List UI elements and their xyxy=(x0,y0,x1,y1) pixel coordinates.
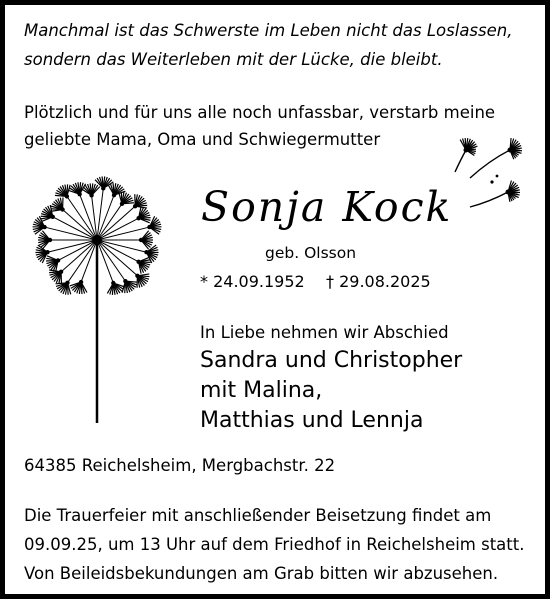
dandelion-seeds xyxy=(455,138,522,207)
mourner-line-2: mit Malina, xyxy=(200,378,323,403)
intro-line-1: Plötzlich und für uns alle noch unfassbar, verstarb meine xyxy=(24,103,496,122)
quote-line-1: Manchmal ist das Schwerste im Leben nicht das Loslassen, xyxy=(24,21,513,40)
intro-line-2: geliebte Mama, Oma und Schwiegermutter xyxy=(24,130,381,149)
dandelion-icon xyxy=(33,176,162,423)
maiden-name: geb. Olsson xyxy=(265,244,357,262)
quote-line-2: sondern das Weiterleben mit der Lücke, die bleibt. xyxy=(24,50,443,69)
address: 64385 Reichelsheim, Mergbachstr. 22 xyxy=(24,456,336,475)
service-line-3: Von Beileidsbekundungen am Grab bitten wir abzusehen. xyxy=(24,564,499,583)
service-line-2: 09.09.25, um 13 Uhr auf dem Friedhof in Reichelsheim statt. xyxy=(24,535,525,554)
birth-date: * 24.09.1952 xyxy=(200,272,305,291)
mourner-line-1: Sandra und Christopher xyxy=(200,348,463,373)
service-line-1: Die Trauerfeier mit anschließender Beisetzung findet am xyxy=(24,506,492,525)
deceased-name: Sonja Kock xyxy=(201,183,453,231)
farewell-intro: In Liebe nehmen wir Abschied xyxy=(200,323,449,342)
death-date: † 29.08.2025 xyxy=(326,272,431,291)
mourner-line-3: Matthias und Lennja xyxy=(200,408,424,433)
